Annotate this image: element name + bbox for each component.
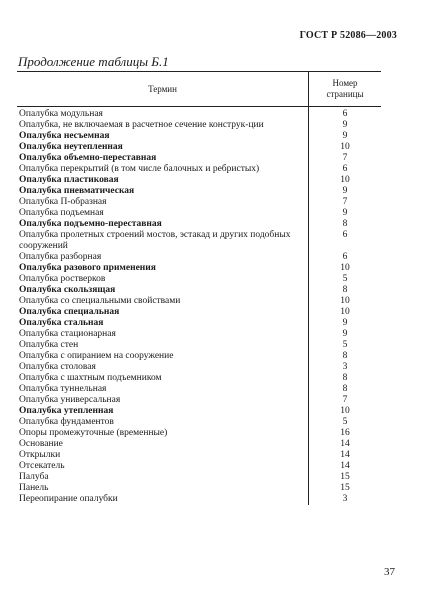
term-cell: Опалубка неутепленная <box>17 142 309 153</box>
term-cell: Опалубка пролетных строений мостов, эстакад и других подобных сооружений <box>17 230 309 252</box>
table-row <box>17 296 381 307</box>
term-cell: Опалубка несъемная <box>17 131 309 142</box>
table-row <box>17 417 381 428</box>
table-row <box>17 483 381 494</box>
term-cell: Основание <box>17 439 309 450</box>
table-header-row <box>17 72 381 107</box>
page-cell: 6 <box>342 230 348 240</box>
term-cell: Переопирание опалубки <box>17 494 309 505</box>
page-cell: 9 <box>342 120 348 130</box>
table-row <box>17 461 381 472</box>
table-row <box>17 428 381 439</box>
table-row <box>17 208 381 219</box>
page-cell: 16 <box>340 428 350 438</box>
page-cell: 8 <box>342 351 348 361</box>
table-row <box>17 186 381 197</box>
page-cell: 10 <box>340 175 350 185</box>
table-caption: Продолжение таблицы Б.1 <box>18 54 169 69</box>
term-cell: Панель <box>17 483 309 494</box>
page-cell: 7 <box>342 153 348 163</box>
term-cell: Опалубка разового применения <box>17 263 309 274</box>
column-header-page-line1: Номер <box>332 78 358 88</box>
table-row <box>17 197 381 208</box>
column-header-page-line2: страницы <box>326 89 364 99</box>
term-cell: Опалубка туннельная <box>17 384 309 395</box>
table-row <box>17 175 381 186</box>
term-cell: Опалубка утепленная <box>17 406 309 417</box>
table-row <box>17 307 381 318</box>
table-row <box>17 107 381 121</box>
page-cell: 10 <box>340 263 350 273</box>
column-header-page <box>309 72 382 107</box>
term-cell: Опалубка столовая <box>17 362 309 373</box>
term-cell: Опалубка стен <box>17 340 309 351</box>
term-cell: Опалубка стальная <box>17 318 309 329</box>
page-cell: 3 <box>342 494 348 504</box>
table-row <box>17 142 381 153</box>
page-cell: 9 <box>342 208 348 218</box>
table-row <box>17 351 381 362</box>
term-cell: Опалубка со специальными свойствами <box>17 296 309 307</box>
table-row <box>17 230 381 252</box>
term-cell: Опалубка пластиковая <box>17 175 309 186</box>
term-cell: Опалубка стационарная <box>17 329 309 340</box>
term-cell: Опалубка универсальная <box>17 395 309 406</box>
term-cell: Опалубка с шахтным подъемником <box>17 373 309 384</box>
page-cell: 10 <box>340 142 350 152</box>
table-body <box>17 107 381 506</box>
table-row <box>17 384 381 395</box>
page-cell: 5 <box>342 340 348 350</box>
table-row <box>17 395 381 406</box>
term-cell: Палуба <box>17 472 309 483</box>
page-cell: 9 <box>342 329 348 339</box>
page-cell: 8 <box>342 219 348 229</box>
page-cell: 6 <box>342 164 348 174</box>
term-cell: Опоры промежуточные (временные) <box>17 428 309 439</box>
term-cell: Опалубка специальная <box>17 307 309 318</box>
page-cell: 14 <box>340 450 350 460</box>
page-cell: 6 <box>342 109 348 119</box>
page-cell: 5 <box>342 417 348 427</box>
table-row <box>17 406 381 417</box>
table-row <box>17 340 381 351</box>
term-cell: Открылки <box>17 450 309 461</box>
term-cell: Опалубка разборная <box>17 252 309 263</box>
page-cell: 6 <box>342 252 348 262</box>
column-header-term: Термин <box>17 72 309 107</box>
page-cell: 14 <box>340 461 350 471</box>
terms-table <box>17 71 381 505</box>
term-cell: Опалубка объемно-переставная <box>17 153 309 164</box>
table-row <box>17 439 381 450</box>
page-cell: 8 <box>342 285 348 295</box>
table-row <box>17 164 381 175</box>
term-cell: Опалубка подъемная <box>17 208 309 219</box>
table-row <box>17 274 381 285</box>
term-cell: Опалубка, не включаемая в расчетное сечение конструк-ции <box>17 120 309 131</box>
table-row <box>17 120 381 131</box>
page-cell: 9 <box>342 318 348 328</box>
term-cell: Опалубка перекрытий (в том числе балочных и ребристых) <box>17 164 309 175</box>
term-cell: Опалубка подъемно-переставная <box>17 219 309 230</box>
term-cell: Опалубка ростверков <box>17 274 309 285</box>
page-cell: 3 <box>342 362 348 372</box>
page-cell: 10 <box>340 406 350 416</box>
page-cell: 10 <box>340 296 350 306</box>
term-cell: Опалубка П-образная <box>17 197 309 208</box>
term-cell: Опалубка модульная <box>17 107 309 121</box>
page-cell: 8 <box>342 384 348 394</box>
table-row <box>17 131 381 142</box>
document-code: ГОСТ Р 52086—2003 <box>299 30 397 41</box>
page-cell: 14 <box>340 439 350 449</box>
table-row <box>17 263 381 274</box>
page-cell: 9 <box>342 131 348 141</box>
table-row <box>17 219 381 230</box>
term-cell: Опалубка с опиранием на сооружение <box>17 351 309 362</box>
table-row <box>17 329 381 340</box>
table-row <box>17 285 381 296</box>
page-number: 37 <box>384 566 395 578</box>
term-cell: Опалубка фундаментов <box>17 417 309 428</box>
table-row <box>17 252 381 263</box>
table-row <box>17 153 381 164</box>
page-cell: 5 <box>342 274 348 284</box>
table-row <box>17 318 381 329</box>
page-cell: 8 <box>342 373 348 383</box>
table-row <box>17 373 381 384</box>
term-cell: Отсекатель <box>17 461 309 472</box>
term-cell: Опалубка пневматическая <box>17 186 309 197</box>
page-cell: 15 <box>340 472 350 482</box>
table-row <box>17 362 381 373</box>
page-cell: 9 <box>342 186 348 196</box>
page-cell: 15 <box>340 483 350 493</box>
table-row <box>17 472 381 483</box>
term-cell: Опалубка скользящая <box>17 285 309 296</box>
page-cell: 7 <box>342 395 348 405</box>
page-cell: 7 <box>342 197 348 207</box>
table-row <box>17 450 381 461</box>
table-row <box>17 494 381 505</box>
page-cell: 10 <box>340 307 350 317</box>
